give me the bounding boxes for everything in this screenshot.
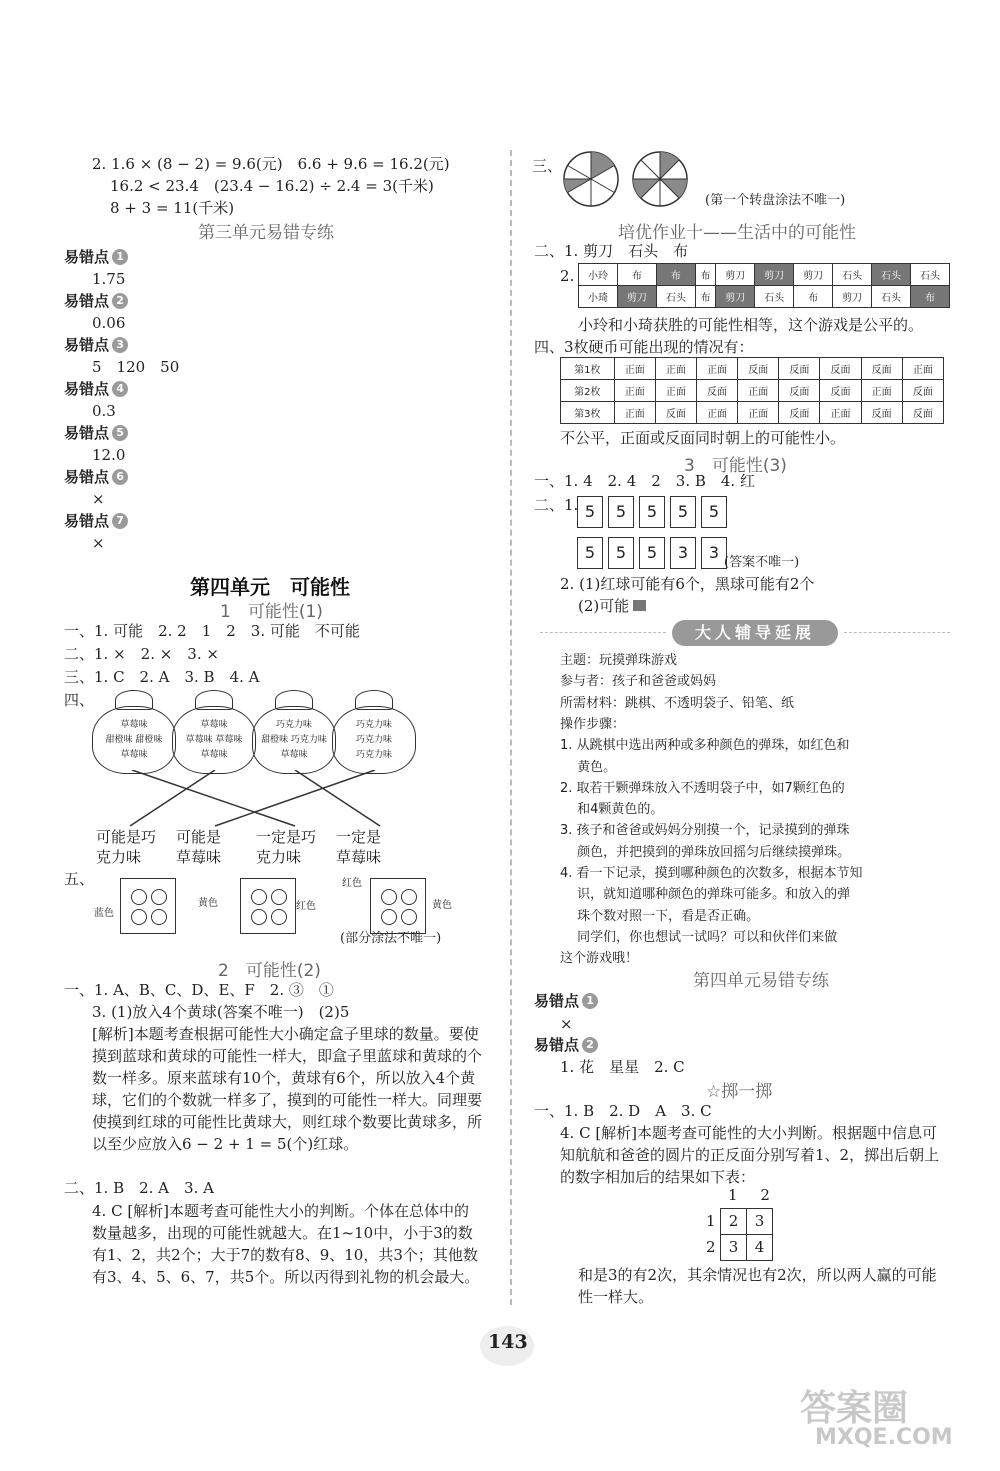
number-box: 3: [701, 537, 727, 569]
l2-analysis: [解析]本题考查根据可能性大小确定盒子里球的数量。要使摸到蓝球和黄球的可能性一样大，即盒子里蓝球和黄球的个数一样多。原来蓝球有10个，黄球有6个，所以放入4个黄球，它们的个数就一样多了，摸到的可能性一样大。同理要使摸到红球的可能性比黄球大，则红球个数要比黄球多，所以至少应放入6 − 2 + 1 = 5(个)红球。: [92, 1025, 483, 1153]
extension-line: 操作步骤：: [560, 716, 626, 732]
toss-title: ☆掷一掷: [706, 1082, 773, 1102]
banner-rule-right: [844, 632, 950, 633]
cube-hole: [271, 909, 287, 925]
extension-line: 黄色。: [560, 759, 617, 775]
candy-bag: [252, 706, 336, 774]
cube-hole: [401, 909, 417, 925]
unit4-error-title: 第四单元易错专练: [693, 971, 829, 991]
error-point-answer: 0.3: [92, 402, 116, 420]
coin-cell: 反面: [861, 402, 902, 424]
number-box: 5: [639, 537, 665, 569]
column-divider: [510, 150, 512, 1305]
color-cube: [370, 878, 426, 934]
err1-num-badge: 1: [582, 993, 598, 1009]
bag-flavor: 巧克力味: [355, 735, 392, 745]
coin-cell: 正面: [614, 380, 655, 402]
boxes-note: (答案不唯一): [724, 555, 800, 570]
coin-cell: 反面: [902, 380, 943, 402]
lesson1-title: 1 可能性(1): [220, 602, 323, 622]
rps-table: [578, 263, 950, 308]
coin-cell: 反面: [820, 380, 861, 402]
hw-line1: 二、1. 剪刀 石头 布: [534, 242, 689, 260]
rps-row: [579, 264, 950, 286]
extension-line: 和4颗黄色的。: [560, 802, 664, 818]
error-point-num-badge: 4: [112, 381, 128, 397]
candy-bag: [332, 706, 416, 774]
l1-line4: 四、: [64, 691, 95, 709]
sum-cell: 3: [746, 1208, 773, 1235]
unit3-error-title: 第三单元易错专练: [198, 223, 334, 243]
bag-flavor: 草莓味: [280, 750, 308, 760]
bag-flavor: 巧克力味: [355, 720, 392, 730]
cube-color-label: 红色: [342, 878, 362, 889]
l1-line2: 二、1. × 2. × 3. ×: [64, 645, 219, 663]
rps-cell: 布: [695, 286, 715, 308]
coin-cell: 正面: [696, 402, 737, 424]
error-point-label: [64, 466, 128, 488]
cube-color-label: 蓝色: [94, 908, 114, 919]
coin-cell: 第3枚: [561, 402, 615, 424]
bag-flavor: 甜橙味 甜橙味: [105, 735, 163, 745]
extension-line: 所需材料：跳棋、不透明袋子、铅笔、纸: [560, 695, 795, 711]
rps-cell: 剪刀: [716, 264, 755, 286]
rps-row: [579, 286, 950, 308]
rps-cell: 布: [695, 264, 715, 286]
l2-line1: 一、1. A、B、C、D、E、F 2. ③ ①: [64, 981, 334, 999]
sum-row-head: 1: [706, 1212, 716, 1230]
cube-hole: [381, 909, 397, 925]
watermark-logo: 答案圈: [800, 1388, 909, 1429]
rps-cell: 石头: [755, 286, 794, 308]
five-label: 五、: [64, 870, 95, 888]
error-point-text: 易错点: [64, 512, 110, 530]
color-cube: [240, 878, 296, 934]
bag-answer-label: 克力味: [256, 848, 302, 866]
rps-cell: 小玲: [579, 264, 618, 286]
color-cube: [120, 878, 176, 934]
extension-line: 1. 从跳棋中选出两种或多种颜色的弹珠，如红色和: [560, 738, 850, 754]
bag-answer-label: 可能是巧: [96, 828, 157, 846]
q2-line2: 16.2 < 23.4 (23.4 − 16.2) ÷ 2.4 = 3(千米): [110, 177, 434, 195]
extension-line: 同学们，你也想试一试吗？可以和伙伴们来做: [560, 929, 838, 945]
cube-hole: [151, 909, 167, 925]
l2-line2: 3. (1)放入4个黄球(答案不唯一) (2)5: [92, 1003, 350, 1021]
banner-rule-left: [540, 632, 666, 633]
rps-cell: 小琦: [579, 286, 618, 308]
error-point-answer: 12.0: [92, 446, 126, 464]
san-label: 三、: [532, 157, 563, 175]
error-point-answer: 1.75: [92, 270, 126, 288]
extension-line: 珠个数对照一下，看是否正确。: [560, 908, 760, 924]
error-point-num-badge: 7: [112, 513, 128, 529]
matching-lines: [90, 770, 430, 832]
rps-cell: 石头: [911, 264, 950, 286]
lesson3-title: 3 可能性(3): [684, 456, 787, 476]
cube-hole: [271, 889, 287, 905]
bag-flavor: 草莓味: [120, 720, 148, 730]
bag-answer-label: 一定是: [336, 828, 382, 846]
candy-bag: [92, 706, 176, 774]
error-point-answer: 5 120 50: [92, 358, 180, 376]
bag-answer-label: 一定是巧: [256, 828, 317, 846]
err1-label: 易错点 1: [534, 990, 598, 1012]
toss-line1: 一、1. B 2. D A 3. C: [534, 1102, 712, 1120]
number-boxes-row1: [577, 496, 732, 528]
bag-flavor: 草莓味: [120, 750, 148, 760]
rps-cell: 布: [656, 264, 695, 286]
error-point-num-badge: 5: [112, 425, 128, 441]
number-box: 5: [639, 496, 665, 528]
cube-hole: [381, 889, 397, 905]
coin-row: [561, 402, 944, 424]
coin-cell: 正面: [820, 402, 861, 424]
coin-cell: 正面: [902, 358, 943, 380]
error-point-text: 易错点: [64, 292, 110, 310]
sum-cell: 4: [746, 1234, 773, 1261]
extension-line: 主题：玩摸弹珠游戏: [560, 653, 678, 668]
extension-line: 这个游戏哦！: [560, 951, 639, 967]
sum-head-1: 1: [728, 1186, 738, 1204]
err1-answer: ×: [560, 1015, 573, 1033]
hw-line3: 四、3枚硬币可能出现的情况有：: [534, 338, 754, 356]
bag-flavor: 草莓味: [200, 720, 228, 730]
error-point-label: [64, 422, 128, 444]
cube-hole: [251, 909, 267, 925]
error-point-text: 易错点: [64, 468, 110, 486]
error-point-label: [64, 378, 128, 400]
error-point-text: 易错点: [64, 380, 110, 398]
cube-color-label: 红色: [296, 901, 316, 912]
extension-line: 3. 孩子和爸爸或妈妈分别摸一个，记录摸到的弹珠: [560, 823, 850, 839]
sum-head-2: 2: [760, 1186, 770, 1204]
toss-end: 和是3的有2次，其余情况也有2次，所以两人赢的可能性一样大。: [578, 1266, 937, 1306]
coin-cell: 反面: [902, 402, 943, 424]
q2-line1: 2. 1.6 × (8 − 2) = 9.6(元) 6.6 + 9.6 = 16.2(元): [92, 155, 450, 173]
coin-cell: 反面: [779, 380, 820, 402]
unit4-title: 第四单元 可能性: [190, 575, 350, 599]
l3-line4: (2)可能: [578, 595, 646, 617]
cube-color-label: 黄色: [432, 900, 452, 911]
number-box: 5: [701, 496, 727, 528]
cube-hole: [251, 889, 267, 905]
spinner-note: (第一个转盘涂法不唯一): [705, 193, 846, 208]
err2-answer: 1. 花 星星 2. C: [560, 1058, 685, 1076]
rps-cell: 石头: [872, 286, 911, 308]
coin-cell: 正面: [655, 358, 696, 380]
coin-cell: 反面: [820, 358, 861, 380]
error-point-label: [64, 246, 128, 268]
coin-cell: 正面: [614, 402, 655, 424]
coin-cell: 正面: [655, 380, 696, 402]
number-box: 5: [670, 496, 696, 528]
coin-row: [561, 358, 944, 380]
coin-cell: 正面: [738, 402, 779, 424]
rps-cell: 剪刀: [716, 286, 755, 308]
coin-cell: 第2枚: [561, 380, 615, 402]
coin-cell: 反面: [696, 380, 737, 402]
coin-cell: 反面: [779, 358, 820, 380]
lesson2-title: 2 可能性(2): [218, 961, 321, 981]
coin-cell: 第1枚: [561, 358, 615, 380]
l1-line3: 三、1. C 2. A 3. B 4. A: [64, 668, 260, 686]
coin-cell: 正面: [738, 380, 779, 402]
five-note: (部分涂法不唯一): [340, 931, 442, 946]
shade-square: [633, 600, 646, 611]
number-box: 5: [608, 537, 634, 569]
rps-cell: 布: [617, 264, 656, 286]
watermark-url: MXQE.COM: [815, 1425, 953, 1450]
bag-flavor: 草莓味: [200, 750, 228, 760]
number-box: 5: [608, 496, 634, 528]
error-point-answer: ×: [92, 534, 105, 552]
spinners: [562, 150, 692, 210]
error-point-answer: 0.06: [92, 314, 126, 332]
cube-hole: [131, 909, 147, 925]
bag-answer-label: 克力味: [96, 848, 142, 866]
sum-cell: 3: [720, 1234, 747, 1261]
bag-flavor: 甜橙味 巧克力味: [261, 735, 327, 745]
error-point-text: 易错点: [64, 336, 110, 354]
coin-cell: 反面: [779, 402, 820, 424]
error-point-num-badge: 2: [112, 293, 128, 309]
coin-table: [560, 357, 944, 424]
rps-cell: 剪刀: [794, 264, 833, 286]
number-box: 3: [670, 537, 696, 569]
err2-num-badge: 2: [582, 1037, 598, 1053]
l2-line3: 二、1. B 2. A 3. A: [64, 1179, 214, 1197]
q2-line3: 8 + 3 = 11(千米): [110, 199, 235, 217]
bag-flavor: 巧克力味: [355, 750, 392, 760]
bag-flavor: 草莓味 草莓味: [185, 735, 243, 745]
rps-cell: 石头: [656, 286, 695, 308]
hw-q2: 2.: [560, 267, 575, 285]
extension-line: 2. 取若干颗弹珠放入不透明袋子中，如7颗红色的: [560, 780, 845, 796]
coin-cell: 反面: [655, 402, 696, 424]
hw-line2: 小玲和小琦获胜的可能性相等，这个游戏是公平的。: [578, 316, 924, 334]
sum-cell: 2: [720, 1208, 747, 1235]
sum-table-head: [728, 1184, 788, 1206]
bag-flavor: 巧克力味: [275, 720, 312, 730]
l1-line1: 一、1. 可能 2. 2 1 2 3. 可能 不可能: [64, 622, 360, 640]
bag-answer-label: 草莓味: [336, 848, 382, 866]
coin-cell: 正面: [861, 380, 902, 402]
number-box: 5: [577, 496, 603, 528]
number-box: 5: [577, 537, 603, 569]
l3-line2: 二、1.: [534, 496, 579, 514]
extension-line: 识，就知道哪种颜色的弹珠可能多。和放入的弹: [560, 887, 851, 903]
rps-cell: 石头: [833, 264, 872, 286]
cube-hole: [401, 889, 417, 905]
extension-line: 颜色，并把摸到的弹珠放回摇匀后继续摸弹珠。: [560, 844, 851, 860]
coin-cell: 反面: [861, 358, 902, 380]
extension-line: 参与者：孩子和爸爸或妈妈: [560, 674, 717, 690]
error-point-text: 易错点: [64, 424, 110, 442]
cube-hole: [151, 889, 167, 905]
error-point-label: [64, 290, 128, 312]
candy-bag: [172, 706, 256, 774]
error-point-answer: ×: [92, 490, 105, 508]
error-point-text: 易错点: [64, 248, 110, 266]
rps-cell: 布: [911, 286, 950, 308]
rps-cell: 剪刀: [755, 264, 794, 286]
rps-cell: 剪刀: [617, 286, 656, 308]
page-number: 143: [488, 1331, 528, 1353]
extension-line: 4. 看一下记录，摸到哪种颜色的次数多，根据本节知: [560, 866, 863, 881]
rps-cell: 剪刀: [833, 286, 872, 308]
coin-cell: 正面: [696, 358, 737, 380]
rps-cell: 石头: [872, 264, 911, 286]
err2-label: 易错点 2: [534, 1034, 598, 1056]
l3-line3: 2. (1)红球可能有6个，黑球可能有2个: [560, 575, 815, 593]
hw-line4: 不公平，正面或反面同时朝上的可能性小。: [560, 429, 846, 447]
l3-line1: 一、1. 4 2. 4 2 3. B 4. 红: [534, 472, 755, 490]
l2-q4: 4. C [解析]本题考查可能性大小的判断。个体在总体中的数量越多，出现的可能性就越大。在1~10中，小于3的数有1、2，共2个；大于7的数有8、9、10，共3个；其他数有3、4、5、6、7，共5个。所以丙得到礼物的机会最大。: [92, 1202, 480, 1286]
number-boxes-row2: [577, 537, 732, 569]
coin-cell: 反面: [738, 358, 779, 380]
sum-row-head: 2: [706, 1238, 716, 1256]
banner-parent-guide: 大人辅导延展: [672, 620, 838, 646]
rps-cell: 布: [794, 286, 833, 308]
cube-color-label: 黄色: [198, 898, 218, 909]
bag-answer-label: 草莓味: [176, 848, 222, 866]
error-point-label: [64, 334, 128, 356]
error-point-num-badge: 1: [112, 249, 128, 265]
error-point-num-badge: 3: [112, 337, 128, 353]
bag-answer-label: 可能是: [176, 828, 222, 846]
toss-q4: 4. C [解析]本题考查可能性的大小判断。根据题中信息可知航航和爸爸的圆片的正反面分别写着1、2，掷出后朝上的数字相加后的结果如下表：: [560, 1124, 940, 1186]
coin-cell: 正面: [614, 358, 655, 380]
coin-row: [561, 380, 944, 402]
error-point-label: [64, 510, 128, 532]
cube-hole: [131, 889, 147, 905]
hw10-title: 培优作业十——生活中的可能性: [618, 223, 856, 243]
error-point-num-badge: 6: [112, 469, 128, 485]
